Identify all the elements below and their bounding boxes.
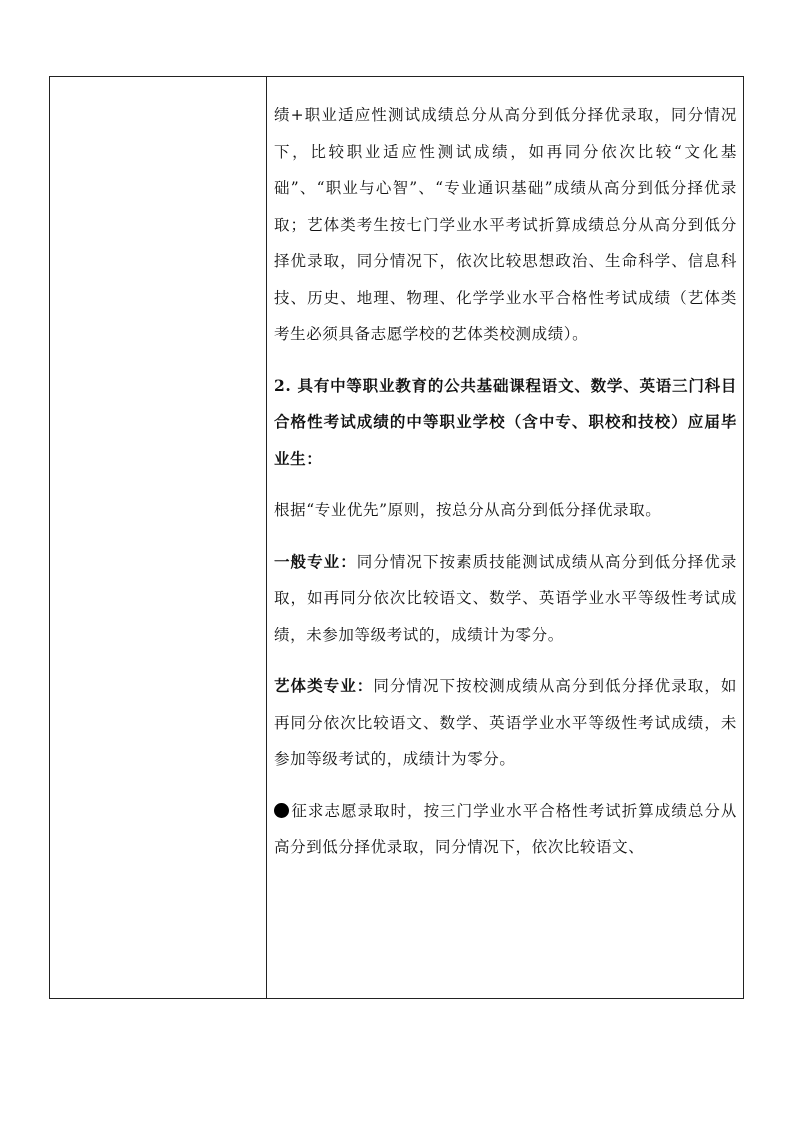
black-circle-bullet-icon bbox=[274, 803, 289, 818]
paragraph-art-sports-admission: 绩+职业适应性测试成绩总分从高分到低分择优录取，同分情况下，比较职业适应性测试成绩，如再同分依次比较“文化基础”、“职业与心智”、“专业通识基础”成绩从高分到低分择优录取；艺体类考生按七门学业水平考试折算成绩总分从高分到低分择优录取，同分情况下，依次比较思想政治、生命科学、信息科技、历史、地理、物理、化学学业水平合格性考试成绩（艺体类考生必须具备志愿学校的艺体类校测成绩）。 bbox=[274, 106, 737, 343]
paragraph-major-priority: 根据“专业优先”原则，按总分从高分到低分择优录取。 bbox=[274, 501, 662, 519]
paragraph-supplementary-admission bbox=[274, 793, 737, 866]
supplementary-admission-text: 征求志愿录取时，按三门学业水平合格性考试折算成绩总分从高分到低分择优录取，同分情况下，依次比较语文、 bbox=[274, 801, 737, 856]
document-table bbox=[49, 76, 744, 999]
paragraph-art-sports-major bbox=[274, 668, 737, 778]
general-major-label: 一般专业： bbox=[274, 551, 357, 571]
table-right-cell bbox=[267, 77, 743, 998]
general-major-text: 同分情况下按素质技能测试成绩从高分到低分择优录取，如再同分依次比较语文、数学、英语学业水平等级性考试成绩，未参加等级考试的，成绩计为零分。 bbox=[274, 552, 737, 644]
art-sports-major-label: 艺体类专业： bbox=[274, 676, 374, 695]
art-sports-major-text: 同分情况下按校测成绩从高分到低分择优录取，如再同分依次比较语文、数学、英语学业水平等级性考试成绩，未参加等级考试的，成绩计为零分。 bbox=[274, 677, 737, 768]
heading-vocational-graduates: 2. 具有中等职业教育的公共基础课程语文、数学、英语三门科目合格性考试成绩的中等职业学校（含中专、职校和技校）应届毕业生： bbox=[274, 375, 737, 468]
paragraph-general-major bbox=[274, 544, 737, 654]
table-left-cell bbox=[50, 77, 267, 998]
